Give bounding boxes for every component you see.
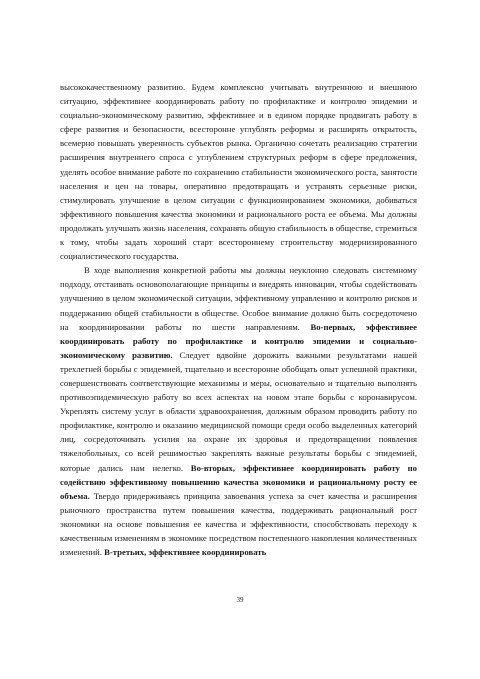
paragraph-text: Твердо придерживаясь принципа завоевания успеха за счет качества и расширения рыночного пространства путем повышения качества, поддерживать рациональный рост экономики на основе повышения ее качества и эффективности, способствовать переходу к качественным изменениям в экономике посредством постепенного накопления количественных изменений.: [60, 490, 417, 558]
paragraph: [60, 263, 417, 559]
bold-heading-text: В-третьих, эффективнее координировать: [104, 547, 267, 558]
paragraph-text: высококачественному развитию. Будем комплексно учитывать внутреннюю и внешнюю ситуацию, эффективнее координировать работу по профилактике и контролю эпидемии и социально-экономическому развитию, эффективнее и в едином порядке продвигать работу в сфере развития и безопасности, всесторонне углублять реформы и расширять открытость, всемерно повышать уверенность субъектов рынка. Органично сочетать реализацию стратегии расширения внутреннего спроса с углублением структурных реформ в сфере предложения, уделять особое внимание работе по сохранению стабильности экономического роста, занятости населения и цен на товары, оперативно предотвращать и устранять серьезные риски, стимулировать улучшение в целом ситуации с функционированием экономики, добиваться эффективного повышения качества экономики и рационального роста ее объема. Мы должны продолжать улучшать жизнь населения, сохранять общую стабильность в обществе, стремиться к тому, чтобы задать хороший старт всестороннему строительству модернизированного социалистического государства.: [60, 82, 417, 262]
page-number: 39: [236, 596, 244, 604]
bold-heading-text: Во-первых, эффективнее координировать работу по профилактике и контролю эпидемии и социально-экономическому развитию.: [60, 321, 417, 360]
body-text: [60, 80, 417, 559]
paragraph-text: Следует вдвойне дорожить важными результатами нашей трехлетней борьбы с эпидемией, тщательно и всесторонне обобщать опыт успешной практики, совершенствовать соответствующие механизмы и меры, основательно и тщательно выполнять противоэпидемическую работу во всех аспектах на новом этапе борьбы с коронавирусом. Укреплять систему услуг в области здравоохранения, должным образом проводить работу по профилактике, контролю и оказанию медицинской помощи среди особо выделенных категорий лиц, сосредоточивать усилия на охране их здоровья и предотвращении появления тяжелобольных, со всей решимостью закреплять важные результаты борьбы с эпидемией, которые дались нам нелегко.: [60, 349, 418, 473]
paragraph-text: В ходе выполнения конкретной работы мы должны неуклонно следовать системному подходу, отстаивать основополагающие принципы и внедрять инновации, чтобы содействовать улучшению в целом экономической ситуации, эффективному управлению и контролю рисков и поддержанию общей стабильности в обществе. Особое внимание должно быть сосредоточено на координировании работы по шести направлениям.: [60, 265, 417, 332]
bold-heading-text: Во-вторых, эффективнее координировать работу по содействию эффективному повышению качества экономики и рациональному росту ее объема.: [60, 462, 417, 501]
paragraph: [60, 80, 417, 263]
